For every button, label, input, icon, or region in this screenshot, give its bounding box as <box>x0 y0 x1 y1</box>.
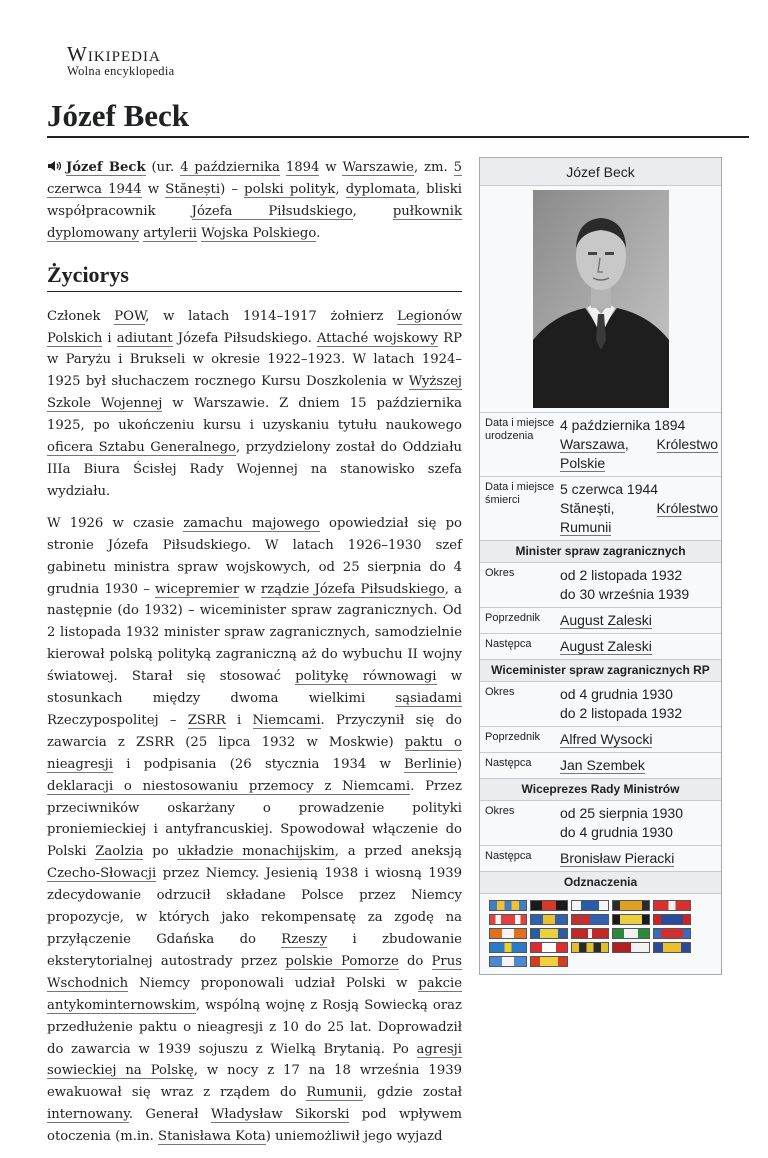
award-ribbon[interactable] <box>489 900 527 911</box>
link-death-date[interactable]: 5 czerwca 1944 <box>47 160 462 197</box>
link-kot[interactable]: Stanisława Kota <box>158 1129 266 1145</box>
birth-label: Data i miejsce urodzenia <box>485 417 555 442</box>
link-adjutant[interactable]: adiutant <box>116 330 173 346</box>
award-ribbon[interactable] <box>530 928 568 939</box>
award-ribbon[interactable] <box>530 956 568 967</box>
link-zaolzie[interactable]: Zaolzia <box>95 844 144 860</box>
biography-paragraph-2: W 1926 w czasie zamachu majowego opowiedział się po stronie Józefa Piłsudskiego. W latach 1926–1930 szef gabinetu ministra spraw wojskowych, od 25 sierpnia do 4 grudnia 1930 – wicepremier w rządzie Józefa Piłsudskiego, a następnie (do 1932) – wiceminister spraw zagranicznych. Od 2 listopada 1932 minister spraw zagranicznych, samodzielnie kierował polską polityką zagraniczną aż do wybuchu II wojny światowej. Starał się stosować politykę równowagi w stosunkach między dwoma wielkimi sąsiadami Rzeczypospolitej – ZSRR i Niemcami. Przyczynił się do zawarcia z ZSRR (25 lipca 1932 w Moskwie) paktu o nieagresji i podpisania (26 stycznia 1934 w Berlinie) deklaracji o niestosowaniu przemocy z Niemcami. Przez przeciwników oskarżany o prowadzenie polityki proniemieckiej i antyfrancuskiej. Spowodował włączenie do Polski Zaolzia po układzie monachijskim, a przed aneksją Czecho-Słowacji przez Niemcy. Jesienią 1938 i wiosną 1939 zdecydowanie odrzucił składane Polsce przez Niemcy propozycje, w których jako rekompensatę za zgodę na przyłączenie Gdańska do Rzeszy i zbudowanie eksterytorialnej autostrady przez polskie Pomorze do Prus Wschodnich Niemcy proponowali udział Polski w pakcie antykominternowskim, wspólną wojnę z Rosją Sowiecką oraz przedłużenie paktu o nieagresji z 10 do 25 lat. Doprowadził do zawarcia w 1939 sojuszu z Wielką Brytanią. Po agresji sowieckiej na Polskę, w nocy z 17 na 18 września 1939 ewakuował się wraz z rządem do Rumunii, gdzie został internowany. Generał Władysław Sikorski pod wpływem otoczenia (m.in. Stanisława Kota) uniemożliwił jego wyjazd <box>47 515 463 1145</box>
link-role-politician[interactable]: polski polityk <box>244 181 336 197</box>
link-pilsudski[interactable]: Józefa Piłsudskiego <box>191 203 353 219</box>
award-ribbon[interactable] <box>530 900 568 911</box>
award-ribbon[interactable] <box>571 914 609 925</box>
award-ribbon[interactable] <box>530 914 568 925</box>
link-pomerania[interactable]: polskie Pomorze <box>285 953 399 969</box>
award-ribbon[interactable] <box>489 914 527 925</box>
link-birth-year[interactable]: 1894 <box>285 160 320 175</box>
logo-tagline: Wolna encyklopedia <box>67 64 175 78</box>
portrait-photo[interactable] <box>480 186 721 413</box>
link-warszawa[interactable]: Warszawa <box>560 436 625 452</box>
infobox-successor-row: Następca August Zaleski <box>480 634 721 660</box>
infobox-title: Józef Beck <box>480 158 721 186</box>
link-sikorski[interactable]: Władysław Sikorski <box>210 1107 350 1123</box>
award-ribbon[interactable] <box>612 900 650 911</box>
link-soviet-invasion[interactable]: agresji sowieckiej na Polskę <box>47 1041 462 1079</box>
link-neighbours[interactable]: sąsiadami <box>395 691 462 707</box>
award-ribbon[interactable] <box>530 942 568 953</box>
infobox-successor-row: Następca Jan Szembek <box>480 753 721 779</box>
award-ribbons <box>480 894 721 974</box>
link-romania[interactable]: Rumunii <box>306 1085 363 1101</box>
award-ribbon[interactable] <box>571 942 609 953</box>
intro-name[interactable]: Józef Beck <box>66 160 146 175</box>
link-pow[interactable]: POW <box>114 308 146 324</box>
portrait-image <box>533 190 669 408</box>
award-ribbon[interactable] <box>489 942 527 953</box>
page-title: Józef Beck <box>47 96 749 138</box>
biography-paragraph-1: Członek POW, w latach 1914–1917 żołnierz Legionów Polskich i adiutant Józefa Piłsudskiego. Attaché wojskowy RP w Paryżu i Brukseli w okresie 1922–1923. W latach 1924–1925 był słuchaczem rocznego Kursu Doszkolenia w Wyższej Szkole Wojennej w Warszawie. Z dniem 15 października 1925, po ukończeniu kursu i uzyskaniu tytułu naukowego oficera Sztabu Generalnego, przydzielony został do Oddziału IIIa Biura Ścisłej Rady Wojennej na stanowisko szefa wydziału. <box>47 308 462 499</box>
award-ribbon[interactable] <box>653 900 691 911</box>
link-krolestwo-polskie[interactable]: Królestwo Polskie <box>560 436 718 471</box>
link-role-diplomat[interactable]: dyplomata <box>345 181 416 197</box>
link-general-staff[interactable]: oficera Sztabu Generalnego <box>47 440 236 456</box>
death-label: Data i miejsce śmierci <box>485 481 555 506</box>
link-war-college[interactable]: Wyższej Szkole Wojennej <box>47 374 462 412</box>
link-czechoslovakia[interactable]: Czecho-Słowacji <box>47 866 157 882</box>
link-internment[interactable]: internowany <box>47 1107 129 1123</box>
wikipedia-logo[interactable] <box>67 44 174 78</box>
award-ribbon[interactable] <box>653 928 691 939</box>
link-germany[interactable]: Niemcami <box>252 712 321 728</box>
link-declaration[interactable]: deklaracji o niestosowaniu przemocy z Niemcami <box>47 778 411 794</box>
intro-paragraph: Józef Beck (ur. 4 października 1894 w Warszawie, zm. 5 czerwca 1944 w Stănești) – polski polityk, dyplomata, bliski współpracownik Józefa Piłsudskiego, pułkownik dyplomowany artylerii Wojska Polskiego. <box>47 160 463 241</box>
article-body <box>47 157 462 1158</box>
link-predecessor[interactable]: August Zaleski <box>560 612 652 628</box>
link-artillery[interactable]: artylerii <box>143 225 197 241</box>
link-death-place[interactable]: Stănești <box>165 181 221 197</box>
link-east-prussia[interactable]: Prus Wschodnich <box>47 953 462 991</box>
infobox-birth-row <box>480 413 721 477</box>
link-birth-date[interactable]: 4 października <box>180 160 280 175</box>
death-value: 5 czerwca 1944 Stănești, Królestwo Rumunii <box>560 481 718 535</box>
award-ribbon[interactable] <box>653 942 691 953</box>
link-pilsudski-government[interactable]: rządzie Józefa Piłsudskiego <box>260 581 445 597</box>
infobox-period-row: Okres od 25 sierpnia 1930 do 4 grudnia 1930 <box>480 801 721 846</box>
link-balance-policy[interactable]: politykę równowagi <box>295 669 437 685</box>
link-predecessor[interactable]: Alfred Wysocki <box>560 731 653 747</box>
infobox-successor-row: Następca Bronisław Pieracki <box>480 846 721 872</box>
award-ribbon[interactable] <box>571 900 609 911</box>
infobox-section-header: Minister spraw zagranicznych <box>480 541 721 563</box>
section-heading: Życiorys <box>47 261 462 292</box>
award-ribbon[interactable] <box>612 914 650 925</box>
infobox-section-header: Wiceprezes Rady Ministrów <box>480 779 721 801</box>
award-ribbon[interactable] <box>653 914 691 925</box>
infobox-section-header: Wiceminister spraw zagranicznych RP <box>480 660 721 682</box>
link-may-coup[interactable]: zamachu majowego <box>183 515 320 531</box>
link-non-aggression-pact[interactable]: paktu o nieagresji <box>47 734 462 772</box>
speaker-icon[interactable] <box>47 160 63 172</box>
infobox <box>479 157 722 975</box>
award-ribbon[interactable] <box>489 956 527 967</box>
link-munich[interactable]: układzie monachijskim <box>177 844 335 860</box>
award-ribbon[interactable] <box>612 942 650 953</box>
link-reich[interactable]: Rzeszy <box>281 932 328 947</box>
link-successor[interactable]: Bronisław Pieracki <box>560 850 675 866</box>
link-polish-army[interactable]: Wojska Polskiego <box>201 225 317 241</box>
award-ribbon[interactable] <box>612 928 650 939</box>
infobox-death-row <box>480 477 721 541</box>
link-rank[interactable]: pułkownik dyplomowany <box>47 203 462 241</box>
link-successor[interactable]: August Zaleski <box>560 638 652 654</box>
infobox-period-row: Okres od 4 grudnia 1930 do 2 listopada 1932 <box>480 682 721 727</box>
link-anti-comintern[interactable]: pakcie antykominternowskim <box>47 975 462 1013</box>
award-ribbon[interactable] <box>571 928 609 939</box>
link-deputy-pm[interactable]: wicepremier <box>155 581 240 597</box>
link-legions[interactable]: Legionów Polskich <box>47 308 462 346</box>
link-krolestwo-rumunii[interactable]: Królestwo Rumunii <box>560 500 718 535</box>
link-military-attache[interactable]: Attaché wojskowy <box>316 330 439 346</box>
logo-wordmark: Wikipedia <box>67 42 161 66</box>
link-ussr[interactable]: ZSRR <box>187 712 226 728</box>
birth-value: 4 października 1894 Warszawa, Królestwo Polskie <box>560 417 718 471</box>
link-successor[interactable]: Jan Szembek <box>560 757 645 773</box>
infobox-predecessor-row: Poprzednik August Zaleski <box>480 608 721 634</box>
link-berlin[interactable]: Berlinie <box>404 756 457 772</box>
awards-header: Odznaczenia <box>480 872 721 894</box>
infobox-predecessor-row: Poprzednik Alfred Wysocki <box>480 727 721 753</box>
link-birth-place[interactable]: Warszawie <box>342 160 414 175</box>
infobox-period-row: Okres od 2 listopada 1932 do 30 września 1939 <box>480 563 721 608</box>
award-ribbon[interactable] <box>489 928 527 939</box>
